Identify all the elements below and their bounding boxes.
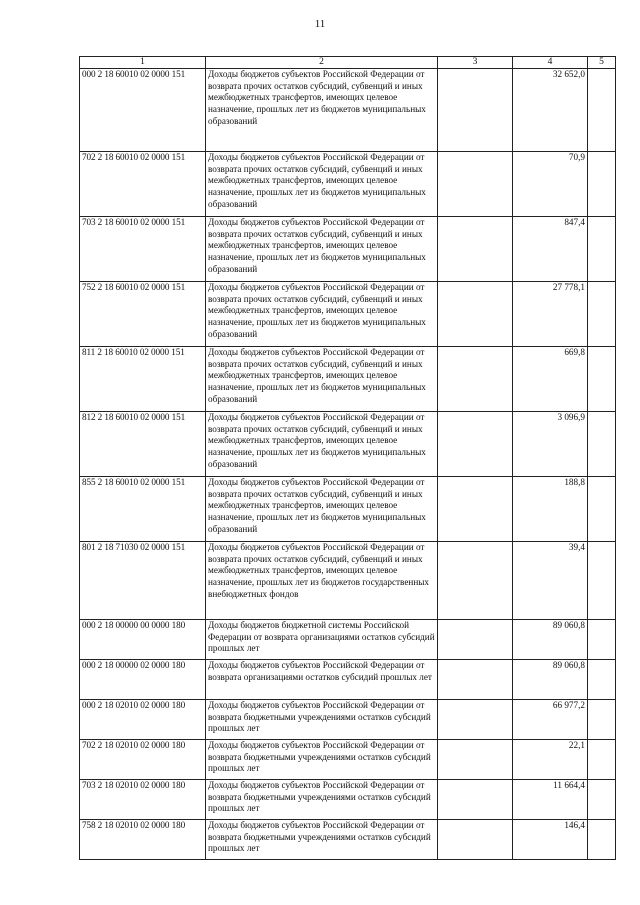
column-3-cell: [438, 69, 513, 152]
column-header-3: 3: [438, 57, 513, 69]
column-5-cell: [588, 780, 616, 820]
table-row: [80, 282, 616, 347]
income-name-cell: Доходы бюджетов субъектов Российской Федерации от возврата бюджетными учреждениями остатков субсидий прошлых лет: [206, 820, 438, 860]
budget-code-cell: 812 2 18 60010 02 0000 151: [80, 412, 206, 477]
income-name-cell: Доходы бюджетов субъектов Российской Федерации от возврата бюджетными учреждениями остатков субсидий прошлых лет: [206, 780, 438, 820]
table-row: [80, 217, 616, 282]
budget-code-cell: 702 2 18 60010 02 0000 151: [80, 152, 206, 217]
amount-cell: 89 060,8: [513, 620, 588, 660]
column-header-4: 4: [513, 57, 588, 69]
column-5-cell: [588, 820, 616, 860]
column-3-cell: [438, 282, 513, 347]
income-name-cell: Доходы бюджетов субъектов Российской Федерации от возврата прочих остатков субсидий, субвенций и иных межбюджетных трансфертов, имеющих целевое назначение, прошлых лет из бюджетов муниципальных образований: [206, 282, 438, 347]
table-header-row: [80, 57, 616, 69]
budget-code-cell: 703 2 18 02010 02 0000 180: [80, 780, 206, 820]
column-5-cell: [588, 69, 616, 152]
column-5-cell: [588, 620, 616, 660]
amount-cell: 188,8: [513, 477, 588, 542]
amount-cell: 3 096,9: [513, 412, 588, 477]
table-row: [80, 780, 616, 820]
column-3-cell: [438, 660, 513, 700]
column-5-cell: [588, 412, 616, 477]
table-row: [80, 477, 616, 542]
income-name-cell: Доходы бюджетов субъектов Российской Федерации от возврата прочих остатков субсидий, субвенций и иных межбюджетных трансфертов, имеющих целевое назначение, прошлых лет из бюджетов муниципальных образований: [206, 347, 438, 412]
column-3-cell: [438, 217, 513, 282]
column-3-cell: [438, 740, 513, 780]
column-3-cell: [438, 477, 513, 542]
table-row: [80, 620, 616, 660]
income-name-cell: Доходы бюджетов субъектов Российской Федерации от возврата организациями остатков субсидий прошлых лет: [206, 660, 438, 700]
income-name-cell: Доходы бюджетов бюджетной системы Российской Федерации от возврата организациями остатков субсидий прошлых лет: [206, 620, 438, 660]
table-row: [80, 69, 616, 152]
amount-cell: 27 778,1: [513, 282, 588, 347]
amount-cell: 22,1: [513, 740, 588, 780]
income-name-cell: Доходы бюджетов субъектов Российской Федерации от возврата прочих остатков субсидий, субвенций и иных межбюджетных трансфертов, имеющих целевое назначение, прошлых лет из бюджетов государственных внебюджетных фондов: [206, 542, 438, 620]
budget-code-cell: 752 2 18 60010 02 0000 151: [80, 282, 206, 347]
budget-code-cell: 758 2 18 02010 02 0000 180: [80, 820, 206, 860]
table-row: [80, 542, 616, 620]
income-name-cell: Доходы бюджетов субъектов Российской Федерации от возврата прочих остатков субсидий, субвенций и иных межбюджетных трансфертов, имеющих целевое назначение, прошлых лет из бюджетов муниципальных образований: [206, 217, 438, 282]
table-row: [80, 700, 616, 740]
column-header-5: 5: [588, 57, 616, 69]
budget-code-cell: 000 2 18 02010 02 0000 180: [80, 700, 206, 740]
page-number: 11: [314, 18, 326, 30]
column-5-cell: [588, 542, 616, 620]
column-3-cell: [438, 347, 513, 412]
table-body: [80, 69, 616, 860]
income-name-cell: Доходы бюджетов субъектов Российской Федерации от возврата прочих остатков субсидий, субвенций и иных межбюджетных трансфертов, имеющих целевое назначение, прошлых лет из бюджетов муниципальных образований: [206, 412, 438, 477]
column-3-cell: [438, 620, 513, 660]
budget-code-cell: 811 2 18 60010 02 0000 151: [80, 347, 206, 412]
budget-code-cell: 855 2 18 60010 02 0000 151: [80, 477, 206, 542]
budget-code-cell: 000 2 18 60010 02 0000 151: [80, 69, 206, 152]
column-5-cell: [588, 477, 616, 542]
amount-cell: 847,4: [513, 217, 588, 282]
income-name-cell: Доходы бюджетов субъектов Российской Федерации от возврата бюджетными учреждениями остатков субсидий прошлых лет: [206, 700, 438, 740]
budget-code-cell: 801 2 18 71030 02 0000 151: [80, 542, 206, 620]
amount-cell: 70,9: [513, 152, 588, 217]
table-row: [80, 740, 616, 780]
budget-code-cell: 703 2 18 60010 02 0000 151: [80, 217, 206, 282]
amount-cell: 89 060,8: [513, 660, 588, 700]
amount-cell: 39,4: [513, 542, 588, 620]
column-5-cell: [588, 347, 616, 412]
column-5-cell: [588, 217, 616, 282]
table-row: [80, 412, 616, 477]
income-name-cell: Доходы бюджетов субъектов Российской Федерации от возврата бюджетными учреждениями остатков субсидий прошлых лет: [206, 740, 438, 780]
column-3-cell: [438, 542, 513, 620]
amount-cell: 146,4: [513, 820, 588, 860]
income-name-cell: Доходы бюджетов субъектов Российской Федерации от возврата прочих остатков субсидий, субвенций и иных межбюджетных трансфертов, имеющих целевое назначение, прошлых лет из бюджетов муниципальных образований: [206, 477, 438, 542]
column-3-cell: [438, 780, 513, 820]
column-3-cell: [438, 152, 513, 217]
amount-cell: 32 652,0: [513, 69, 588, 152]
column-5-cell: [588, 700, 616, 740]
column-5-cell: [588, 660, 616, 700]
budget-code-cell: 000 2 18 00000 00 0000 180: [80, 620, 206, 660]
table-row: [80, 152, 616, 217]
table-row: [80, 660, 616, 700]
column-header-2: 2: [206, 57, 438, 69]
table-row: [80, 820, 616, 860]
amount-cell: 11 664,4: [513, 780, 588, 820]
column-header-1: 1: [80, 57, 206, 69]
column-3-cell: [438, 820, 513, 860]
column-3-cell: [438, 412, 513, 477]
column-5-cell: [588, 282, 616, 347]
amount-cell: 669,8: [513, 347, 588, 412]
table-row: [80, 347, 616, 412]
budget-revenue-table: [79, 56, 616, 860]
budget-code-cell: 000 2 18 00000 02 0000 180: [80, 660, 206, 700]
amount-cell: 66 977,2: [513, 700, 588, 740]
income-name-cell: Доходы бюджетов субъектов Российской Федерации от возврата прочих остатков субсидий, субвенций и иных межбюджетных трансфертов, имеющих целевое назначение, прошлых лет из бюджетов муниципальных образований: [206, 69, 438, 152]
column-5-cell: [588, 152, 616, 217]
income-name-cell: Доходы бюджетов субъектов Российской Федерации от возврата прочих остатков субсидий, субвенций и иных межбюджетных трансфертов, имеющих целевое назначение, прошлых лет из бюджетов муниципальных образований: [206, 152, 438, 217]
column-3-cell: [438, 700, 513, 740]
budget-code-cell: 702 2 18 02010 02 0000 180: [80, 740, 206, 780]
column-5-cell: [588, 740, 616, 780]
